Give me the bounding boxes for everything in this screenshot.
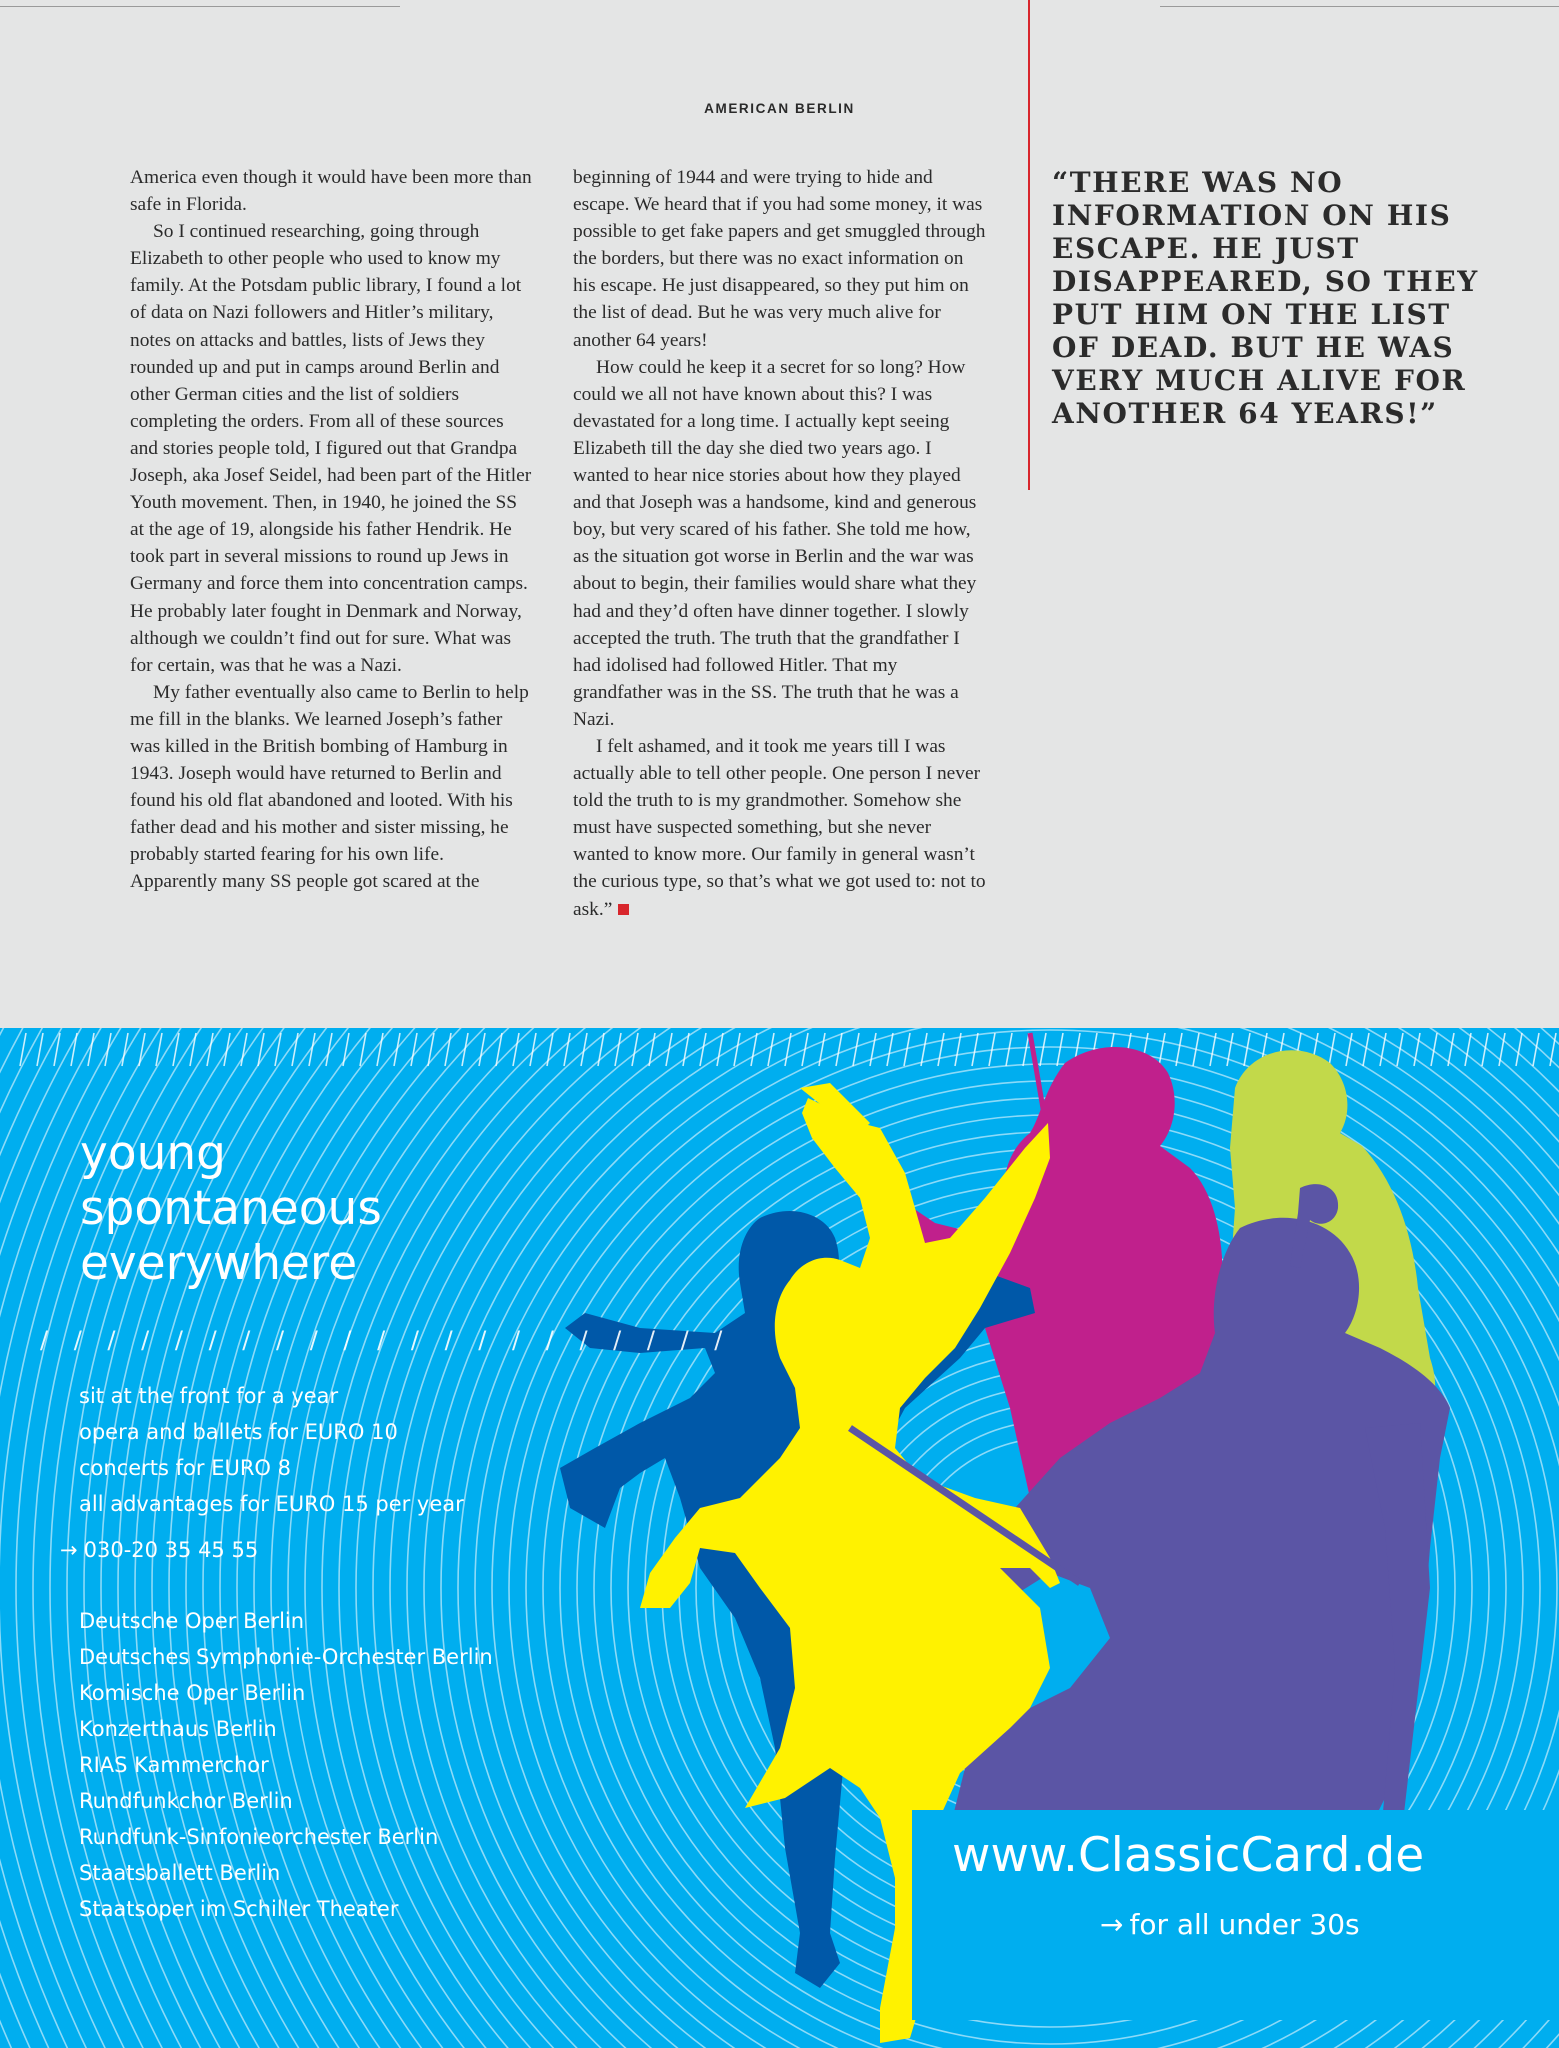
slogan-line: everywhere xyxy=(80,1236,358,1291)
decorative-slash xyxy=(445,1033,451,1066)
classiccard-advertisement xyxy=(0,1028,1559,2048)
arrow-right-icon: → xyxy=(60,1538,78,1562)
benefit-item: opera and ballets for EURO 10 xyxy=(79,1420,398,1444)
venue-item: Komische Oper Berlin xyxy=(79,1681,306,1705)
venue-item: Staatsballett Berlin xyxy=(79,1861,281,1885)
website-url[interactable]: www.ClassicCard.de xyxy=(952,1828,1425,1883)
article-paragraph: So I continued researching, going through Elizabeth to other people who used to know my family. At the Potsdam public library, I found a lot of data on Nazi followers and Hitler’s military, notes on attacks and battles, lists of Jews they rounded up and put in camps around Berlin and other German cities and the list of soldiers completing the orders. From all of these sources and stories people told, I figured out that Grandpa Joseph, aka Josef Seidel, had been part of the Hitler Youth movement. Then, in 1940, he joined the SS at the age of 19, alongside his father Hendrik. He took part in several missions to round up Jews in Germany and force them into concentration camps. He probably later fought in Denmark and Norway, although we couldn’t find out for sure. What was for certain, was that he was a Nazi. xyxy=(130,221,532,676)
venue-item: Deutsche Oper Berlin xyxy=(79,1609,305,1633)
decorative-slash xyxy=(972,1033,978,1066)
pull-quote: “THERE WAS NO INFORMATION ON HIS ESCAPE. HE JUST DISAPPEARED, SO THEY PUT HIM ON THE LIST OF DEAD. BUT HE WAS VERY MUCH ALIVE FOR ANOTHER 64 YEARS!” xyxy=(1052,166,1479,430)
decorative-slash xyxy=(343,1033,349,1066)
decorative-slash xyxy=(1244,1033,1250,1066)
venue-item: Rundfunkchor Berlin xyxy=(79,1789,293,1813)
venue-item: Rundfunk-Sinfonieorchester Berlin xyxy=(79,1825,439,1849)
decorative-slash xyxy=(615,1033,621,1066)
phone-number xyxy=(60,1538,258,1562)
decorative-slash xyxy=(700,1033,706,1066)
decorative-slash xyxy=(394,1033,400,1066)
decorative-slash xyxy=(54,1033,60,1066)
decorative-slash xyxy=(377,1033,383,1066)
decorative-slash xyxy=(819,1033,825,1066)
decorative-slash xyxy=(853,1033,859,1066)
decorative-slash xyxy=(870,1033,876,1066)
decorative-slash xyxy=(292,1033,298,1066)
decorative-slash xyxy=(1057,1033,1063,1066)
benefit-item: sit at the front for a year xyxy=(79,1384,339,1408)
article-column-2 xyxy=(573,164,989,923)
decorative-slash xyxy=(1465,1033,1471,1066)
tagline-text: for all under 30s xyxy=(1129,1908,1360,1941)
benefits-list xyxy=(79,1378,464,1522)
venue-item: RIAS Kammerchor xyxy=(79,1753,269,1777)
decorative-slash xyxy=(666,1033,672,1066)
end-of-article-mark xyxy=(618,904,629,915)
article-column-1 xyxy=(130,164,534,896)
decorative-slash xyxy=(564,1033,570,1066)
decorative-slash xyxy=(224,1033,230,1066)
decorative-slash xyxy=(1533,1033,1539,1066)
venue-item: Deutsches Symphonie-Orchester Berlin xyxy=(79,1645,493,1669)
decorative-slash xyxy=(938,1033,944,1066)
venue-item: Konzerthaus Berlin xyxy=(79,1717,277,1741)
article-paragraph: beginning of 1944 and were trying to hide and escape. We heard that if you had some money, it was possible to get fake papers and get smuggled through the borders, but there was no exact information on his escape. He just disappeared, so they put him on the list of dead. But he was very much alive for another 64 years! xyxy=(573,167,986,351)
decorative-slash xyxy=(632,1033,638,1066)
running-head: AMERICAN BERLIN xyxy=(704,101,855,116)
decorative-slash xyxy=(513,1033,519,1066)
benefit-item: all advantages for EURO 15 per year xyxy=(79,1492,464,1516)
decorative-slash xyxy=(1210,1033,1216,1066)
pull-quote-divider xyxy=(1028,0,1030,490)
venue-item: Staatsoper im Schiller Theater xyxy=(79,1897,399,1921)
benefit-item: concerts for EURO 8 xyxy=(79,1456,291,1480)
decorative-slash xyxy=(479,1033,485,1066)
decorative-slash xyxy=(1516,1033,1522,1066)
article-paragraph: I felt ashamed, and it took me years till I was actually able to tell other people. One person I never told the truth to is my grandmother. Somehow she must have suspected something, but she never wanted to know more. Our family in general wasn’t the curious type, so that’s what we got used to: not to ask.” xyxy=(573,735,986,920)
decorative-slash xyxy=(1176,1033,1182,1066)
decorative-slash xyxy=(1159,1033,1165,1066)
crop-mark xyxy=(1160,6,1559,7)
ad-slogan xyxy=(80,1126,382,1291)
tagline xyxy=(1100,1908,1360,1941)
decorative-slash xyxy=(768,1033,774,1066)
phone-number-text: 030-20 35 45 55 xyxy=(83,1538,259,1562)
slogan-line: spontaneous xyxy=(80,1181,382,1236)
decorative-slash xyxy=(734,1033,740,1066)
decorative-slash xyxy=(139,1033,145,1066)
decorative-slash xyxy=(1040,1033,1046,1066)
article-paragraph: My father eventually also came to Berlin to help me fill in the blanks. We learned Joseph’s father was killed in the British bombing of Hamburg in 1943. Joseph would have returned to Berlin and found his old flat abandoned and looted. With his father dead and his mother and sister missing, he probably started fearing for his own life. Apparently many SS people got scared at the xyxy=(130,681,529,893)
arrow-right-icon: → xyxy=(1100,1908,1124,1941)
url-box xyxy=(912,1810,1559,2020)
decorative-slash xyxy=(37,1033,43,1066)
decorative-slash xyxy=(105,1033,111,1066)
decorative-slash xyxy=(71,1033,77,1066)
decorative-slash xyxy=(1023,1033,1029,1066)
article-paragraph: How could he keep it a secret for so long? How could we all not have known about this? I was devastated for a long time. I actually kept seeing Elizabeth till the day she died two years ago. I wanted to hear nice stories about how they played and that Joseph was a handsome, kind and generous boy, but very scared of his father. She told me how, as the situation got worse in Berlin and the war was about to begin, their families would share what they had and they’d often have dinner together. I slowly accepted the truth. The truth that the grandfather I had idolised had followed Hitler. That my grandfather was in the SS. The truth that he was a Nazi. xyxy=(573,356,977,730)
decorative-slash xyxy=(836,1033,842,1066)
slash-divider: / / / / / / / / / / / / / / / / / / / / / xyxy=(40,1326,732,1354)
decorative-slash xyxy=(887,1033,893,1066)
crop-mark xyxy=(0,6,400,7)
decorative-slash xyxy=(190,1033,196,1066)
slogan-line: young xyxy=(80,1126,226,1181)
decorative-slash xyxy=(1448,1033,1454,1066)
decorative-slash xyxy=(411,1033,417,1066)
decorative-slash xyxy=(241,1033,247,1066)
article-paragraph: America even though it would have been more than safe in Florida. xyxy=(130,167,532,216)
venues-list xyxy=(79,1603,493,1927)
